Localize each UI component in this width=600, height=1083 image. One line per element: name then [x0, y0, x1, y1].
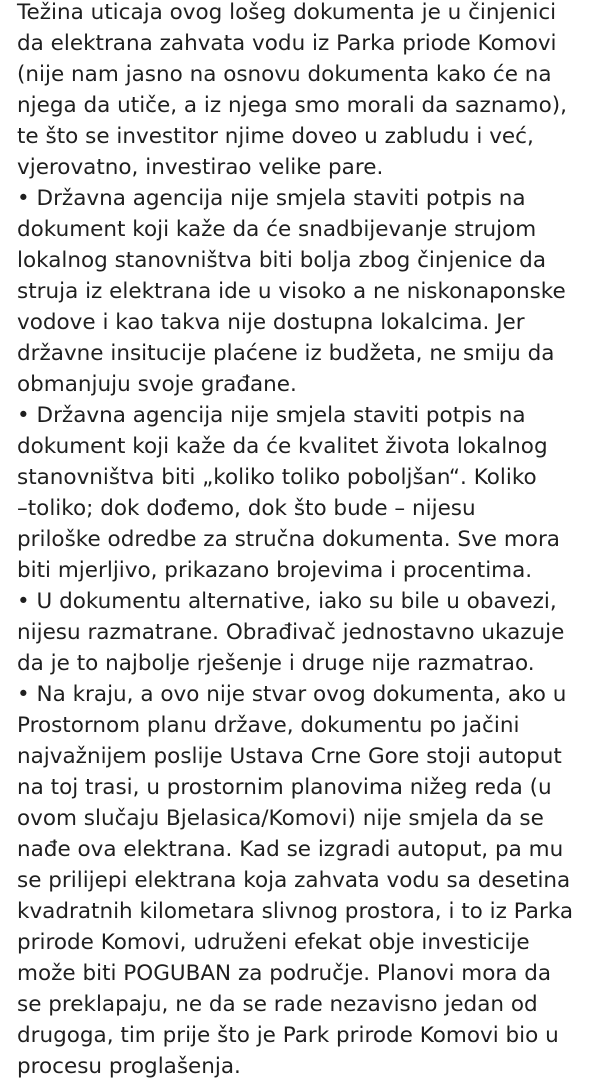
text-line: njega da utiče, a iz njega smo morali da saznamo), [17, 93, 567, 118]
text-line: kvadratnih kilometara slivnog prostora, i to iz Parka [17, 899, 574, 924]
text-line: nađe ova elektrana. Kad se izgradi autoput, pa mu [17, 837, 564, 862]
text-line: struja iz elektrana ide u visoko a ne niskonaponske [17, 279, 566, 304]
text-line: da je to najbolje rješenje i druge nije razmatrao. [17, 651, 535, 676]
text-line: na toj trasi, u prostornim planovima nižeg reda (u [17, 775, 552, 800]
text-line: stanovništva biti „koliko toliko poboljšan“. Koliko [17, 465, 537, 490]
bullet-line: • Državna agencija nije smjela staviti potpis na [17, 186, 526, 211]
text-line: Težina uticaja ovog lošeg dokumenta je u činjenici [17, 0, 557, 25]
bullet-line: • U dokumentu alternative, iako su bile u obavezi, [17, 589, 557, 614]
text-line: ovom slučaju Bjelasica/Komovi) nije smjela da se [17, 806, 544, 831]
text-line: Prostornom planu države, dokumentu po jačini [17, 713, 520, 738]
text-line: dokument koji kaže da će snadbijevanje strujom [17, 217, 537, 242]
text-line: vjerovatno, investirao velike pare. [17, 155, 384, 180]
text-line: najvažnijem poslije Ustava Crne Gore stoji autoput [17, 744, 562, 769]
bullet-line: • Na kraju, a ovo nije stvar ovog dokumenta, ako u [17, 682, 567, 707]
text-line: te što se investitor njime doveo u zabludu i već, [17, 124, 534, 149]
text-line: priloške odredbe za stručna dokumenta. Sve mora [17, 527, 560, 552]
text-line: nijesu razmatrane. Obrađivač jednostavno ukazuje [17, 620, 565, 645]
text-line: se prilijepi elektrana koja zahvata vodu sa desetina [17, 868, 571, 893]
text-line: vodove i kao takva nije dostupna lokalcima. Jer [17, 310, 525, 335]
text-line: prirode Komovi, udruženi efekat obje investicije [17, 930, 530, 955]
text-line: da elektrana zahvata vodu iz Parka priode Komovi [17, 31, 557, 56]
text-line: (nije nam jasno na osnovu dokumenta kako će na [17, 62, 552, 87]
text-line: –toliko; dok dođemo, dok što bude – nijesu [17, 496, 476, 521]
text-line: lokalnog stanovništva biti bolja zbog činjenice da [17, 248, 546, 273]
text-line: biti mjerljivo, prikazano brojevima i procentima. [17, 558, 533, 583]
text-line: državne insitucije plaćene iz budžeta, ne smiju da [17, 341, 555, 366]
bullet-line: • Državna agencija nije smjela staviti potpis na [17, 403, 526, 428]
text-line: dokument koji kaže da će kvalitet života lokalnog [17, 434, 548, 459]
text-line: procesu proglašenja. [17, 1054, 241, 1079]
text-line: se preklapaju, ne da se rade nezavisno jedan od [17, 992, 538, 1017]
text-line: obmanjuju svoje građane. [17, 372, 297, 397]
text-line: drugoga, tim prije što je Park prirode Komovi bio u [17, 1023, 559, 1048]
text-line: može biti POGUBAN za područje. Planovi mora da [17, 961, 552, 986]
